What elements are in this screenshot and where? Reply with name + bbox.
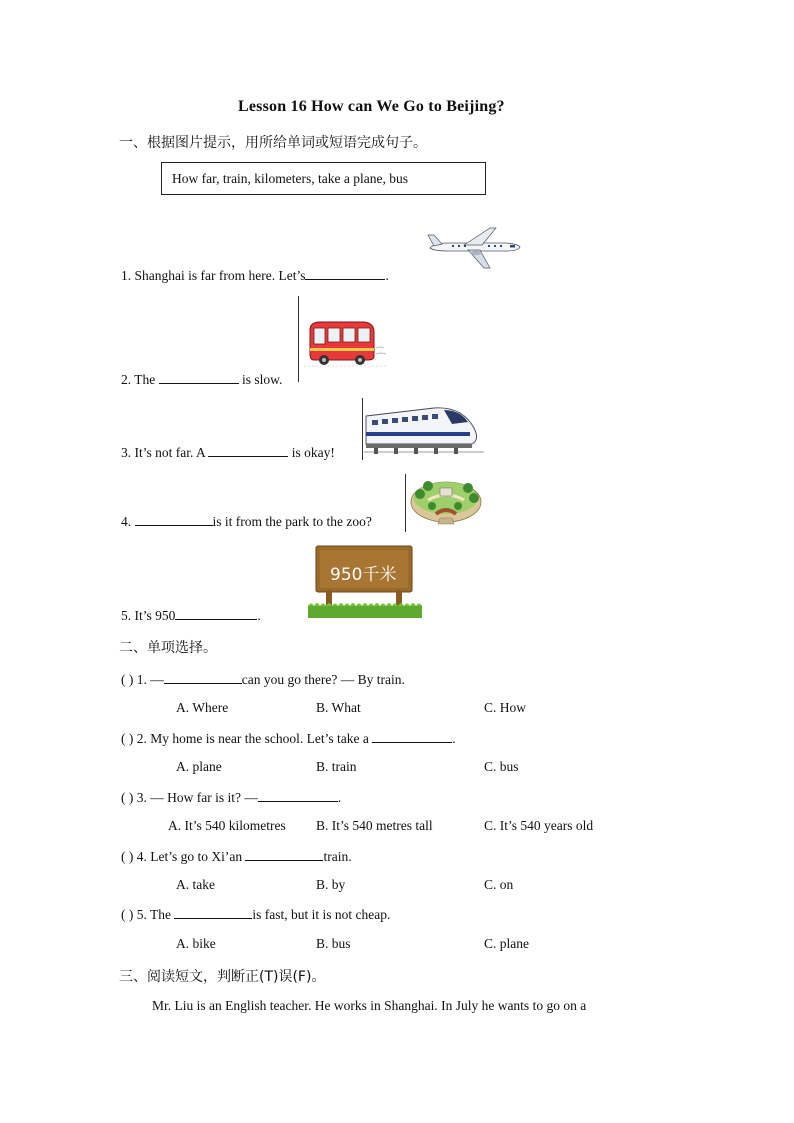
q2-line [121, 371, 282, 388]
mcq3-stem-b: . [337, 790, 342, 805]
mcq2-option-a[interactable]: A. plane [176, 759, 222, 774]
mcq4-stem-a: 4. Let’s go to Xi’an [136, 849, 243, 864]
mcq2-blank [372, 730, 452, 743]
mcq5-option-b[interactable]: B. bus [316, 936, 351, 951]
mcq4-blank [245, 848, 323, 861]
image-border-q4 [405, 474, 406, 532]
mcq2-stem [121, 730, 456, 747]
mcq4-answer-paren[interactable]: ( ) [121, 849, 134, 864]
mcq3-stem-a: 3. — How far is it? — [136, 790, 258, 805]
section-heading-2: 二、单项选择。 [119, 640, 217, 656]
q5-number: 5. [121, 608, 132, 623]
mcq3-answer-paren[interactable]: ( ) [121, 790, 134, 805]
q3-line [121, 444, 335, 461]
mcq3-option-c[interactable]: C. It’s 540 years old [484, 818, 594, 833]
q5-text-before: It’s 950 [134, 608, 176, 623]
q1-line [121, 267, 389, 284]
sign-text: 950千米 [330, 565, 397, 585]
zoo-park-icon [408, 474, 484, 526]
mcq1-option-b[interactable]: B. What [316, 700, 361, 715]
word-bank-text: How far, train, kilometers, take a plane, bus [172, 170, 409, 186]
mcq1-stem-b: can you go there? — By train. [241, 672, 405, 687]
q2-number: 2. [121, 372, 132, 387]
mcq5-option-a[interactable]: A. bike [176, 936, 216, 951]
reading-passage: Mr. Liu is an English teacher. He works in Shanghai. In July he wants to go on a [152, 998, 587, 1013]
q2-text-before: The [134, 372, 156, 387]
q1-number: 1. [121, 268, 132, 283]
page-title: Lesson 16 How can We Go to Beijing? [238, 98, 505, 115]
q5-line [121, 607, 261, 624]
image-border-q3 [362, 398, 363, 460]
mcq1-stem-a: 1. — [136, 672, 164, 687]
image-border-q2 [298, 296, 299, 382]
section-heading-1: 一、根据图片提示，用所给单词或短语完成句子。 [119, 135, 427, 151]
mcq4-option-b[interactable]: B. by [316, 877, 346, 892]
q3-text-before: It’s not far. A [134, 445, 205, 460]
mcq1-answer-paren[interactable]: ( ) [121, 672, 134, 687]
airplane-icon [424, 224, 522, 272]
mcq5-answer-paren[interactable]: ( ) [121, 907, 134, 922]
q4-text-after: is it from the park to the zoo? [212, 514, 372, 529]
mcq2-answer-paren[interactable]: ( ) [121, 731, 134, 746]
mcq1-blank [164, 671, 242, 684]
mcq1-option-c[interactable]: C. How [484, 700, 527, 715]
mcq5-stem-b: is fast, but it is not cheap. [252, 907, 391, 922]
q1-blank[interactable] [305, 267, 385, 280]
mcq5-option-c[interactable]: C. plane [484, 936, 529, 951]
mcq4-option-a[interactable]: A. take [176, 877, 215, 892]
q4-line [121, 513, 372, 530]
mcq5-blank [174, 906, 252, 919]
section-heading-3: 三、阅读短文，判断正(T)误(F)。 [119, 969, 326, 985]
mcq4-stem [121, 848, 352, 865]
mcq3-option-b[interactable]: B. It’s 540 metres tall [316, 818, 433, 833]
q2-blank[interactable] [159, 371, 239, 384]
bus-icon [304, 318, 388, 368]
q3-blank[interactable] [208, 444, 288, 457]
mcq1-option-a[interactable]: A. Where [176, 700, 229, 715]
q5-blank[interactable] [175, 607, 257, 620]
q1-text-before: Shanghai is far from here. Let’s [134, 268, 306, 283]
q3-number: 3. [121, 445, 132, 460]
q4-blank[interactable] [135, 513, 213, 526]
mcq2-stem-a: 2. My home is near the school. Let’s take a [136, 731, 369, 746]
train-icon [364, 398, 484, 458]
mcq3-blank [258, 789, 338, 802]
q3-text-after: is okay! [291, 445, 335, 460]
mcq4-stem-b: train. [323, 849, 352, 864]
q2-text-after: is slow. [242, 372, 283, 387]
mcq1-stem [121, 671, 405, 688]
q1-text-after: . [385, 268, 389, 283]
mcq5-stem-a: 5. The [136, 907, 171, 922]
mcq2-stem-b: . [452, 731, 456, 746]
mcq4-option-c[interactable]: C. on [484, 877, 514, 892]
q4-number: 4. [121, 514, 132, 529]
mcq2-option-b[interactable]: B. train [316, 759, 357, 774]
mcq2-option-c[interactable]: C. bus [484, 759, 519, 774]
mcq5-stem [121, 906, 390, 923]
mcq3-option-a[interactable]: A. It’s 540 kilometres [168, 818, 286, 833]
mcq3-stem [121, 789, 341, 806]
word-bank-box [161, 162, 486, 195]
q5-text-after: . [257, 608, 261, 623]
